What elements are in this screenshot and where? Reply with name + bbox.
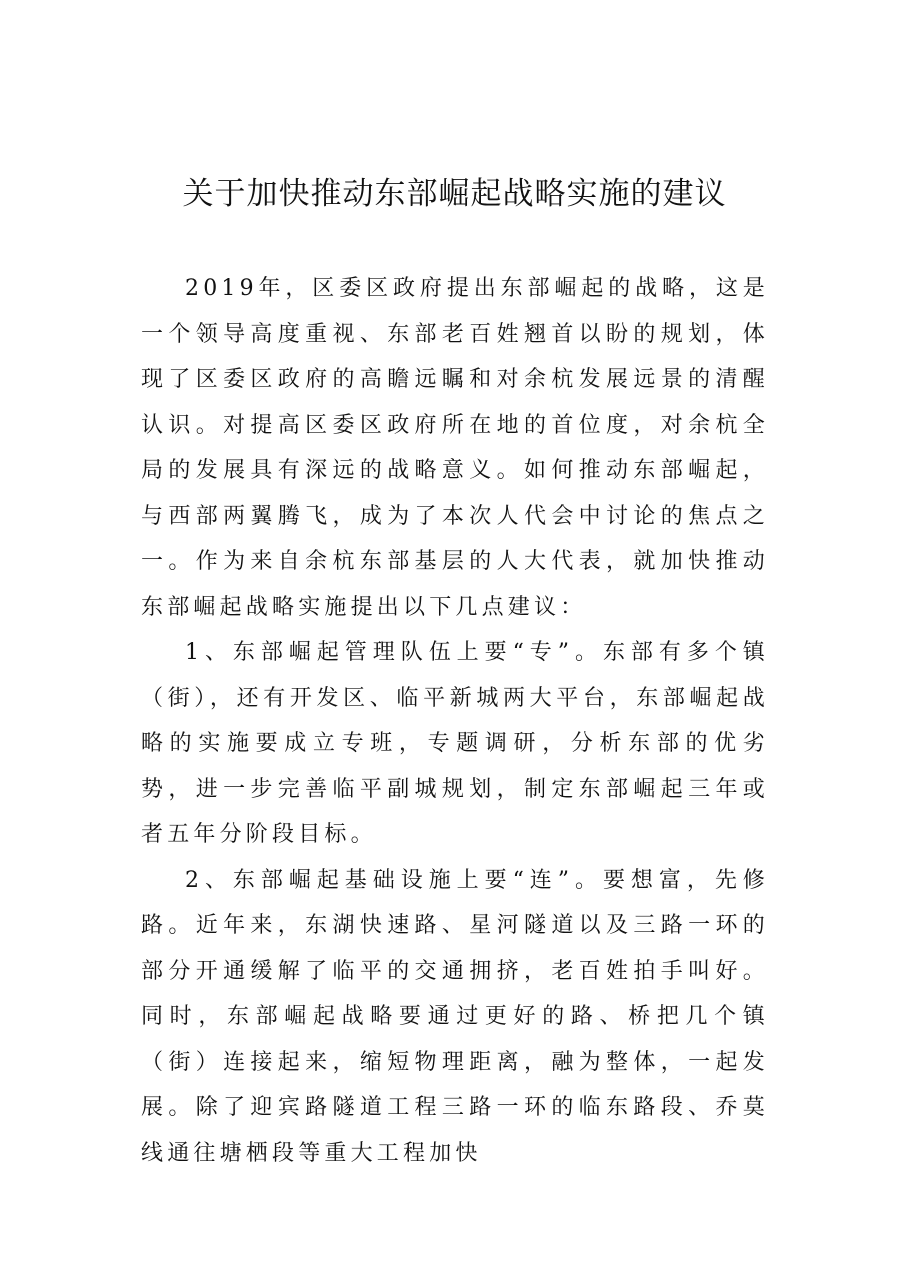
- paragraph-intro: 2019年，区委区政府提出东部崛起的战略，这是一个领导高度重视、东部老百姓翘首以盼的规划，体现了区委区政府的高瞻远瞩和对余杭发展远景的清醒认识。对提高区委区政府所在地的首位度，对余杭全局的发展具有深远的战略意义。如何推动东部崛起，与西部两翼腾飞，成为了本次人代会中讨论的焦点之一。作为来自余杭东部基层的人大代表，就加快推动东部崛起战略实施提出以下几点建议：: [141, 276, 769, 620]
- paragraph-suggestion-1: 1、东部崛起管理队伍上要“专”。东部有多个镇（街），还有开发区、临平新城两大平台，东部崛起战略的实施要成立专班，专题调研，分析东部的优劣势，进一步完善临平副城规划，制定东部崛起三年或者五年分阶段目标。: [141, 640, 769, 847]
- document-title: 关于加快推动东部崛起战略实施的建议: [182, 176, 727, 212]
- document-body: [141, 266, 769, 1176]
- paragraph-suggestion-2: 2、东部崛起基础设施上要“连”。要想富，先修路。近年来，东湖快速路、星河隧道以及三路一环的部分开通缓解了临平的交通拥挤，老百姓拍手叫好。同时，东部崛起战略要通过更好的路、桥把几个镇（街）连接起来，缩短物理距离，融为整体，一起发展。除了迎宾路隧道工程三路一环的临东路段、乔莫线通往塘栖段等重大工程加快: [141, 867, 769, 1166]
